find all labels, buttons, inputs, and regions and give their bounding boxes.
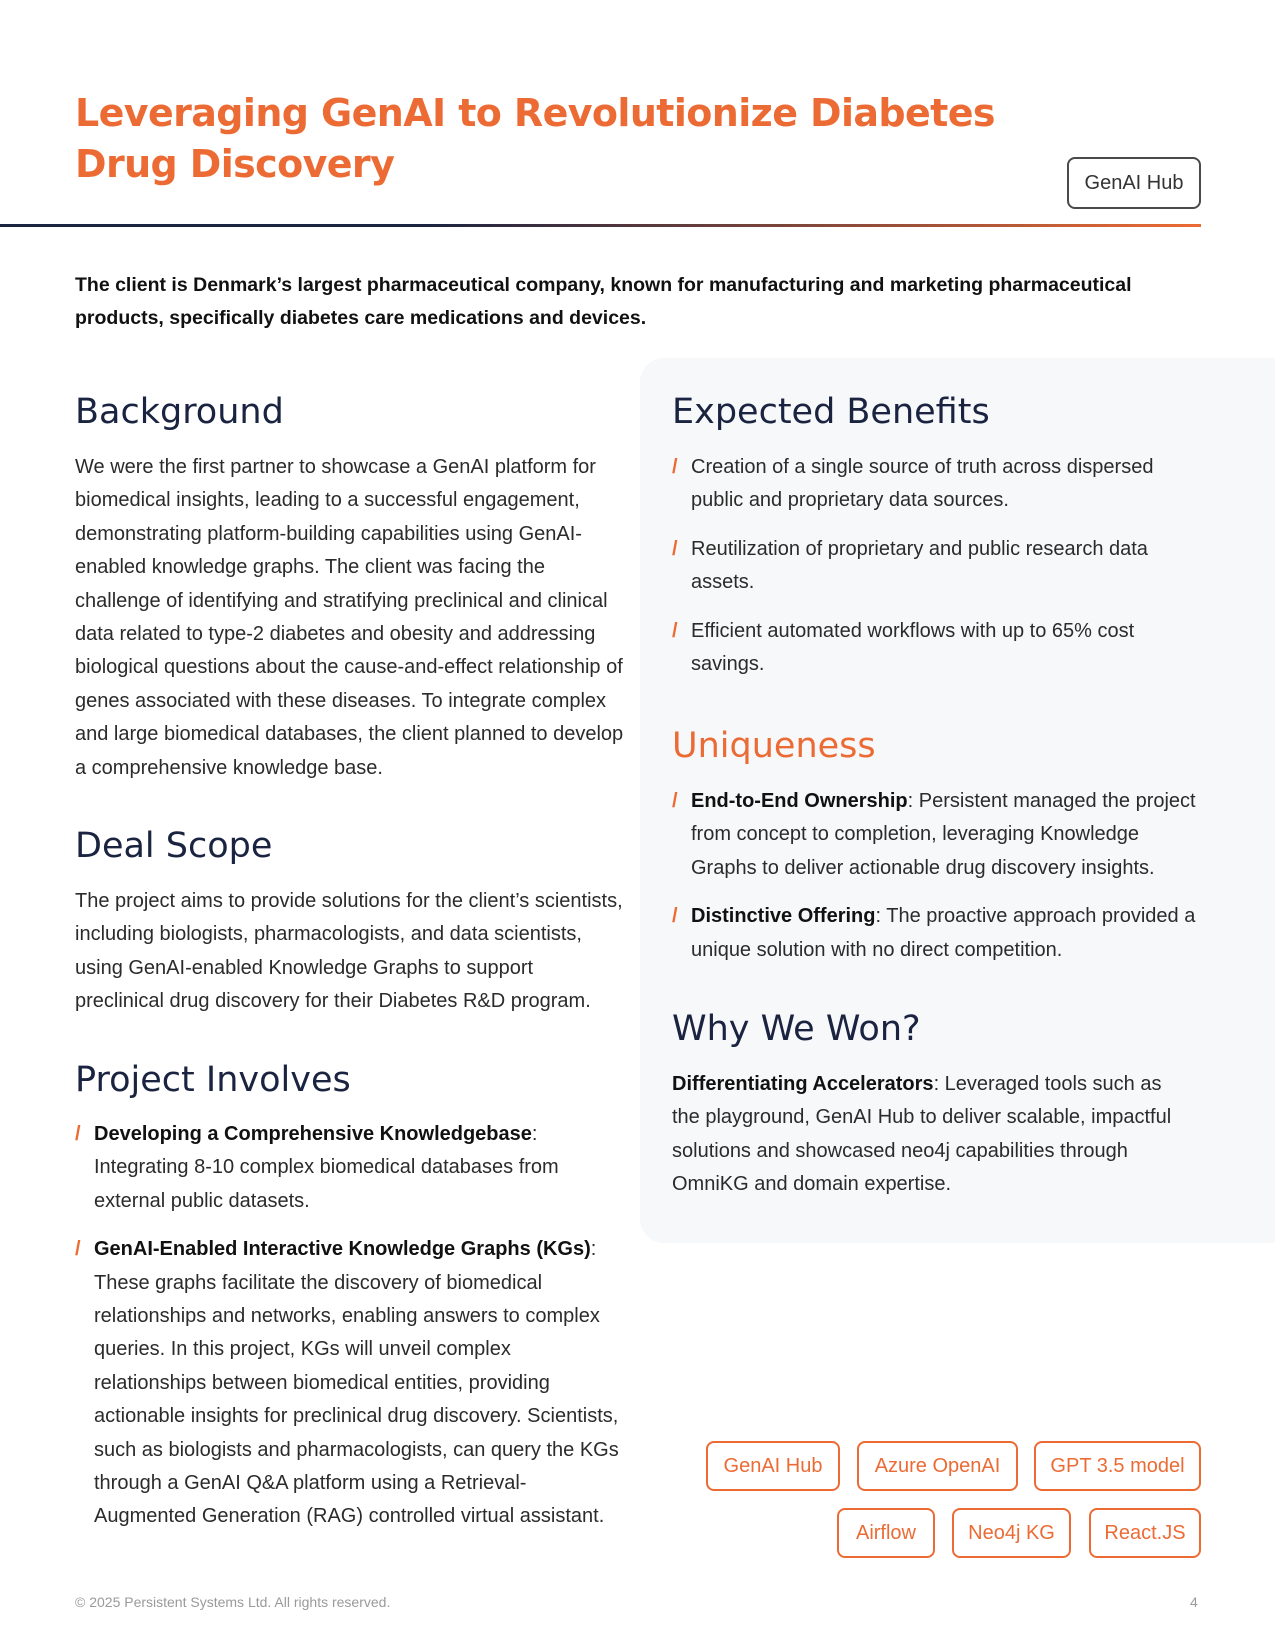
uniqueness-heading: Uniqueness bbox=[672, 726, 876, 766]
intro-text: The client is Denmark’s largest pharmaceutical company, known for manufacturing and marketing pharmaceutical products, specifically diabetes care medications and devices. bbox=[75, 274, 1132, 329]
item-bold: GenAI-Enabled Interactive Knowledge Graphs (KGs) bbox=[94, 1238, 591, 1261]
item-bold: Differentiating Accelerators bbox=[672, 1073, 934, 1095]
why-we-won-text bbox=[672, 1068, 1192, 1202]
tech-tag-neo4j-kg: Neo4j KG bbox=[952, 1508, 1071, 1558]
tech-tag-gpt-model: GPT 3.5 model bbox=[1034, 1441, 1201, 1491]
item-bold: Developing a Comprehensive Knowledgebase bbox=[94, 1123, 532, 1145]
item-text: Reutilization of proprietary and public research data assets. bbox=[691, 537, 1148, 594]
header-divider bbox=[0, 224, 1201, 227]
why-we-won-heading: Why We Won? bbox=[672, 1009, 921, 1049]
slash-bullet-icon: / bbox=[672, 619, 678, 642]
project-involves-heading: Project Involves bbox=[75, 1060, 351, 1100]
background-heading: Background bbox=[75, 392, 284, 432]
uniqueness-list bbox=[672, 785, 1202, 967]
item-text: : Integrating 8-10 complex biomedical databases from external public datasets. bbox=[94, 1123, 559, 1212]
list-item bbox=[75, 1233, 620, 1534]
tech-tag-reactjs: React.JS bbox=[1089, 1508, 1201, 1558]
slash-bullet-icon: / bbox=[672, 537, 678, 560]
list-item bbox=[75, 1118, 620, 1218]
item-text: : These graphs facilitate the discovery of biomedical relationships and networks, enabling answers to complex queries. In this project, KGs will unveil complex relationships between biomedical entities, providing actionable insights for preclinical drug discovery. Scientists, such as biologists and pharmacologists, can query the KGs through a GenAI Q&A platform using a Retrieval-Augmented Generation (RAG) controlled virtual assistant. bbox=[94, 1238, 619, 1528]
item-text: : The proactive approach provided a unique solution with no direct competition. bbox=[691, 905, 1196, 961]
item-text: Efficient automated workflows with up to 65% cost savings. bbox=[691, 619, 1135, 676]
deal-scope-heading: Deal Scope bbox=[75, 826, 273, 866]
list-item bbox=[672, 900, 1202, 967]
slash-bullet-icon: / bbox=[672, 790, 678, 812]
item-bold: End-to-End Ownership bbox=[691, 790, 908, 812]
footer-copyright: © 2025 Persistent Systems Ltd. All rights reserved. bbox=[75, 1594, 391, 1610]
slash-bullet-icon: / bbox=[75, 1123, 81, 1145]
tech-tag-azure-openai: Azure OpenAI bbox=[857, 1441, 1018, 1491]
list-item bbox=[672, 615, 1202, 682]
project-involves-list bbox=[75, 1118, 620, 1534]
list-item bbox=[672, 785, 1202, 885]
item-bold: Distinctive Offering bbox=[691, 905, 876, 928]
slash-bullet-icon: / bbox=[672, 905, 678, 928]
list-item bbox=[672, 533, 1202, 600]
item-text: : Persistent managed the project from concept to completion, leveraging Knowledge Graphs to deliver actionable drug discovery insights. bbox=[691, 790, 1196, 879]
item-text: Creation of a single source of truth across dispersed public and proprietary data sources. bbox=[691, 456, 1154, 512]
tech-tag-airflow: Airflow bbox=[837, 1508, 935, 1558]
slash-bullet-icon: / bbox=[672, 456, 678, 478]
list-item bbox=[672, 451, 1202, 518]
page-number: 4 bbox=[1190, 1594, 1198, 1610]
deal-scope-text: The project aims to provide solutions for the client’s scientists, including biologists, pharmacologists, and data scientists, using GenAI-enabled Knowledge Graphs to support preclinical drug discovery for their Diabetes R&D program. bbox=[75, 890, 623, 1013]
item-text: : Leveraged tools such as the playground, GenAI Hub to deliver scalable, impactful solutions and showcased neo4j capabilities through OmniKG and domain expertise. bbox=[672, 1073, 1172, 1196]
background-text: We were the first partner to showcase a GenAI platform for biomedical insights, leading to a successful engagement, demonstrating platform-building capabilities using GenAI-enabled knowledge graphs. The client was facing the challenge of identifying and stratifying preclinical and clinical data related to type-2 diabetes and obesity and addressing biological questions about the cause-and-effect relationship of genes associated with these diseases. To integrate complex and large biomedical databases, the client planned to develop a comprehensive knowledge base. bbox=[75, 456, 624, 779]
expected-benefits-heading: Expected Benefits bbox=[672, 392, 990, 432]
page-title: Leveraging GenAI to Revolutionize Diabetes Drug Discovery bbox=[75, 91, 995, 186]
tech-tag-genai-hub: GenAI Hub bbox=[706, 1441, 840, 1491]
slash-bullet-icon: / bbox=[75, 1238, 81, 1261]
genai-hub-badge: GenAI Hub bbox=[1067, 157, 1201, 209]
expected-benefits-list bbox=[672, 451, 1202, 681]
